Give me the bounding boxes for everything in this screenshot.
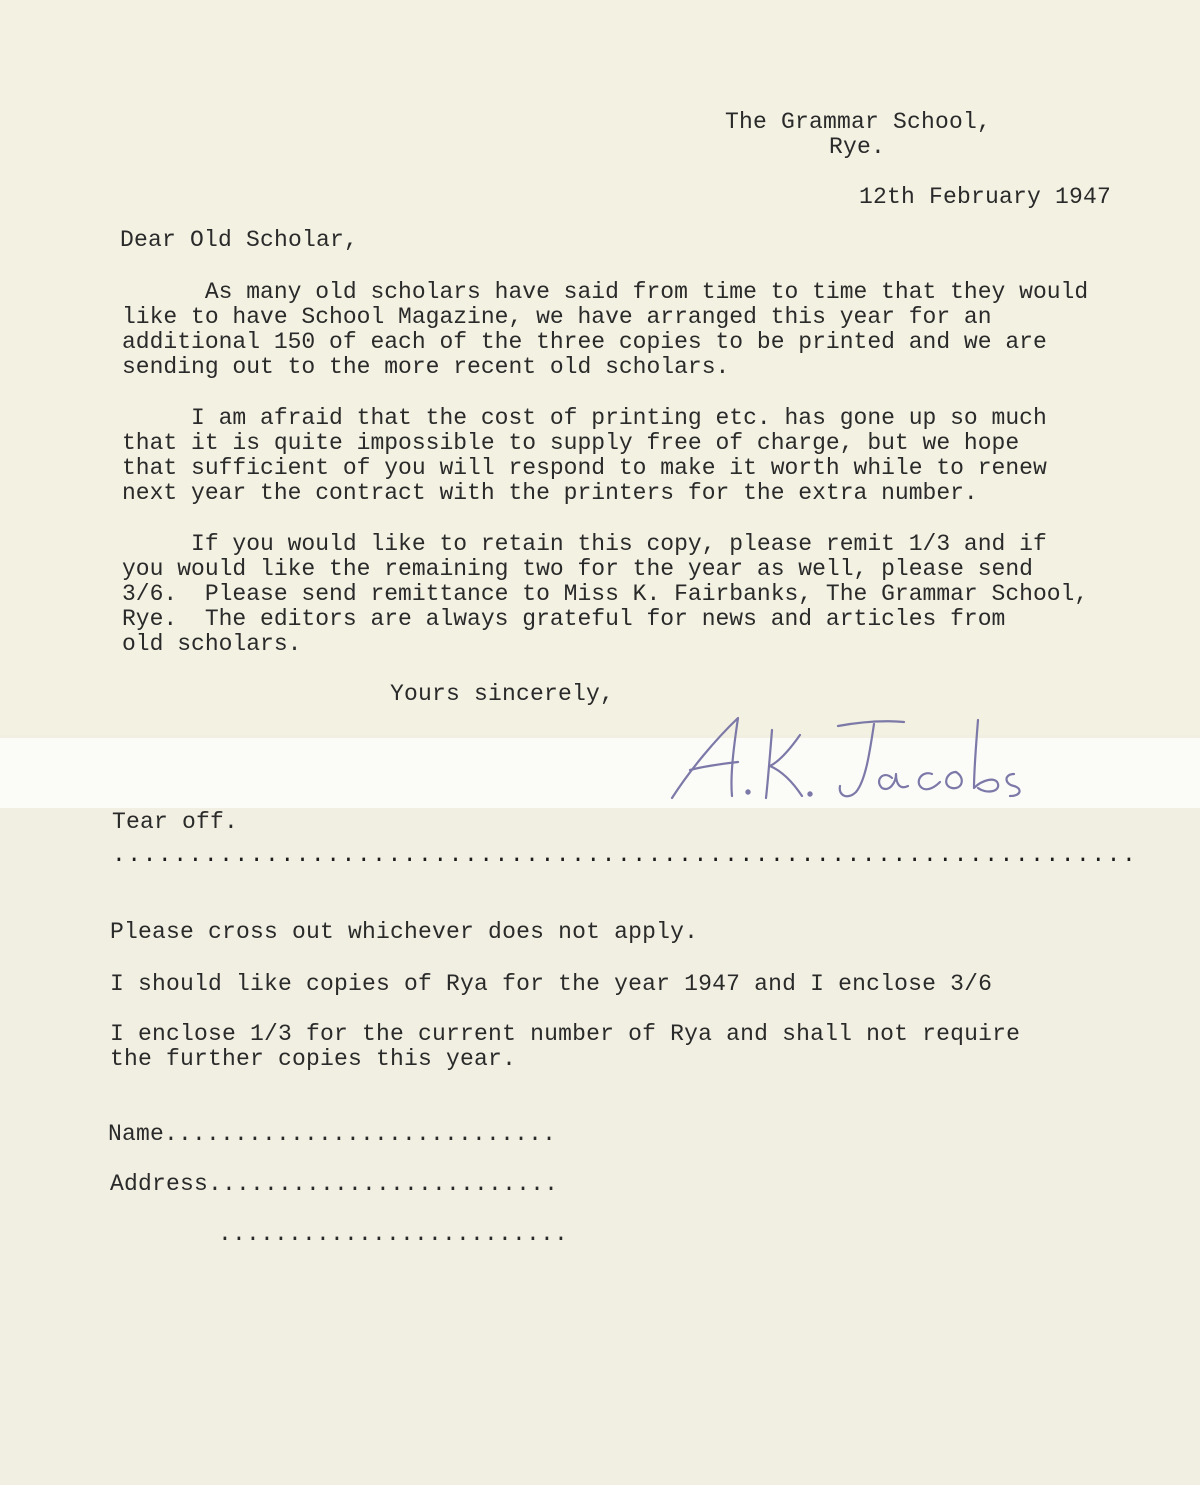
paragraph-line: that it is quite impossible to supply free of charge, but we hope: [122, 430, 1020, 456]
address-field-line-2: .........................: [218, 1221, 569, 1247]
form-option-2-line-1: I enclose 1/3 for the current number of Rya and shall not require: [110, 1021, 1021, 1047]
paragraph-line: As many old scholars have said from time to time that they would: [122, 279, 1089, 305]
paragraph-line: 3/6. Please send remittance to Miss K. Fairbanks, The Grammar School,: [122, 581, 1089, 607]
letter-date: 12th February 1947: [859, 184, 1112, 210]
tear-off-label: Tear off.: [112, 809, 239, 835]
paragraph-line: old scholars.: [122, 631, 302, 657]
paragraph-line: like to have School Magazine, we have arranged this year for an: [122, 304, 992, 330]
paragraph-line: I am afraid that the cost of printing etc. has gone up so much: [122, 405, 1047, 431]
paragraph-line: additional 150 of each of the three copies to be printed and we are: [122, 329, 1047, 355]
address-line-2: Rye.: [829, 134, 886, 160]
form-option-2-line-2: the further copies this year.: [110, 1046, 517, 1072]
form-option-1: I should like copies of Rya for the year 1947 and I enclose 3/6: [110, 971, 993, 997]
paragraph-line: you would like the remaining two for the year as well, please send: [122, 556, 1033, 582]
tear-off-dotted-line: ...................................................................: [112, 842, 1138, 868]
paragraph-3: [122, 532, 1088, 657]
address-line-1: The Grammar School,: [725, 109, 992, 135]
paragraph-line: sending out to the more recent old scholars.: [122, 354, 730, 380]
paragraph-line: that sufficient of you will respond to make it worth while to renew: [122, 455, 1047, 481]
paragraph-2: [122, 406, 1047, 506]
paragraph-line: next year the contract with the printers for the extra number.: [122, 480, 978, 506]
handwritten-signature: [660, 700, 1060, 820]
name-field: Name............................: [108, 1121, 557, 1147]
paragraph-line: If you would like to retain this copy, please remit 1/3 and if: [122, 531, 1047, 557]
address-field: Address.........................: [110, 1171, 559, 1197]
signature-drawing: [660, 700, 1060, 820]
paragraph-1: [122, 280, 1088, 380]
closing: Yours sincerely,: [390, 681, 615, 707]
paragraph-line: Rye. The editors are always grateful for news and articles from: [122, 606, 1006, 632]
form-instruction: Please cross out whichever does not apply.: [110, 919, 699, 945]
salutation: Dear Old Scholar,: [120, 227, 359, 253]
